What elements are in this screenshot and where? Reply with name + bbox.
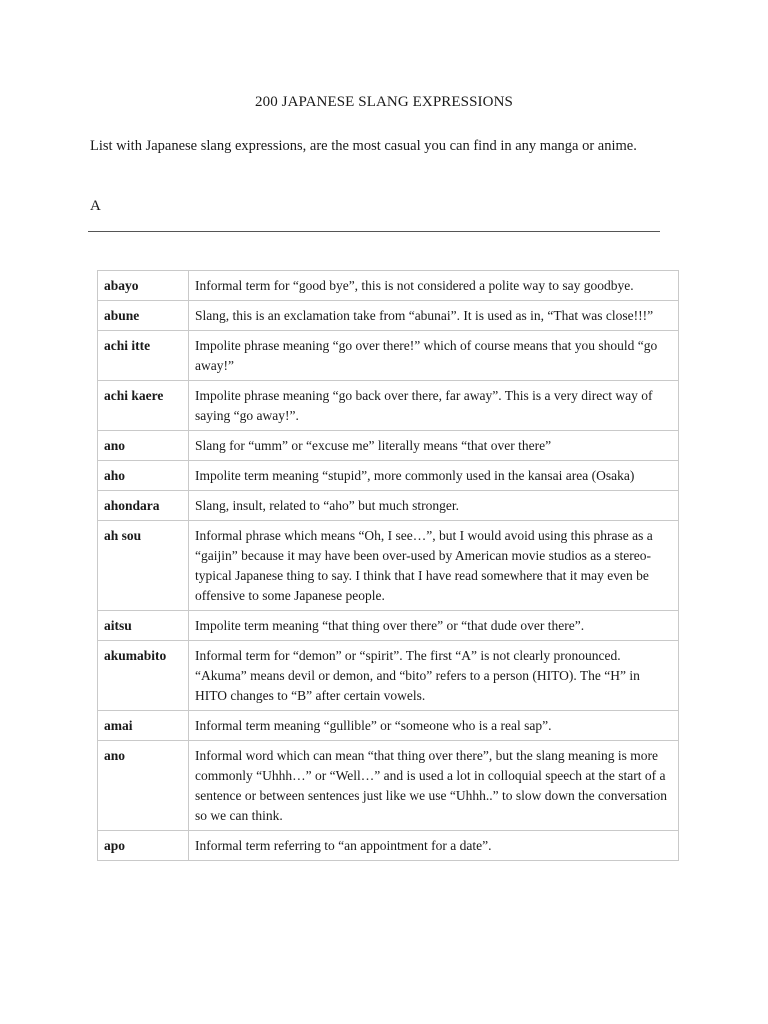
table-row — [98, 271, 679, 301]
table-row — [98, 521, 679, 611]
definition-cell: Informal phrase which means “Oh, I see…”, but I would avoid using this phrase as a “gaijin” because it may have been over-used by American movie studios as a stereo-typical Japanese thing to say. I think that I have read somewhere that it may even be offensive to some Japanese people. — [189, 521, 679, 611]
table-row — [98, 491, 679, 521]
term-cell: ano — [98, 741, 189, 831]
intro-paragraph: List with Japanese slang expressions, are the most casual you can find in any manga or anime. — [90, 138, 637, 154]
table-row — [98, 611, 679, 641]
term-cell: apo — [98, 831, 189, 861]
term-cell: akumabito — [98, 641, 189, 711]
term-cell: aitsu — [98, 611, 189, 641]
table-row — [98, 301, 679, 331]
definition-cell: Informal term meaning “gullible” or “someone who is a real sap”. — [189, 711, 679, 741]
page-title: 200 JAPANESE SLANG EXPRESSIONS — [255, 94, 513, 110]
term-cell: amai — [98, 711, 189, 741]
term-cell: achi kaere — [98, 381, 189, 431]
definition-cell: Slang, insult, related to “aho” but much stronger. — [189, 491, 679, 521]
term-cell: abune — [98, 301, 189, 331]
definition-cell: Impolite term meaning “stupid”, more commonly used in the kansai area (Osaka) — [189, 461, 679, 491]
table-row — [98, 831, 679, 861]
table-row — [98, 431, 679, 461]
definition-cell: Slang for “umm” or “excuse me” literally means “that over there” — [189, 431, 679, 461]
definition-cell: Informal term for “demon” or “spirit”. The first “A” is not clearly pronounced. “Akuma” means devil or demon, and “bito” refers to a person (HITO). The “H” in HITO changes to “B” after certain vowels. — [189, 641, 679, 711]
slang-table-body — [98, 271, 679, 861]
definition-cell: Impolite phrase meaning “go over there!” which of course means that you should “go away!” — [189, 331, 679, 381]
table-row — [98, 461, 679, 491]
definition-cell: Informal term referring to “an appointment for a date”. — [189, 831, 679, 861]
definition-cell: Slang, this is an exclamation take from “abunai”. It is used as in, “That was close!!!” — [189, 301, 679, 331]
table-row — [98, 641, 679, 711]
table-row — [98, 741, 679, 831]
term-cell: ano — [98, 431, 189, 461]
term-cell: ah sou — [98, 521, 189, 611]
term-cell: ahondara — [98, 491, 189, 521]
definition-cell: Impolite phrase meaning “go back over there, far away”. This is a very direct way of saying “go away!”. — [189, 381, 679, 431]
definition-cell: Informal term for “good bye”, this is not considered a polite way to say goodbye. — [189, 271, 679, 301]
term-cell: achi itte — [98, 331, 189, 381]
term-cell: abayo — [98, 271, 189, 301]
term-cell: aho — [98, 461, 189, 491]
slang-table — [97, 270, 679, 861]
section-letter: A — [90, 198, 101, 214]
definition-cell: Impolite term meaning “that thing over there” or “that dude over there”. — [189, 611, 679, 641]
definition-cell: Informal word which can mean “that thing over there”, but the slang meaning is more commonly “Uhhh…” or “Well…” and is used a lot in colloquial speech at the start of a sentence or between sentences just like we use “Uhhh..” to slow down the conversation so we can think. — [189, 741, 679, 831]
table-row — [98, 331, 679, 381]
table-row — [98, 711, 679, 741]
section-divider — [88, 231, 660, 232]
table-row — [98, 381, 679, 431]
